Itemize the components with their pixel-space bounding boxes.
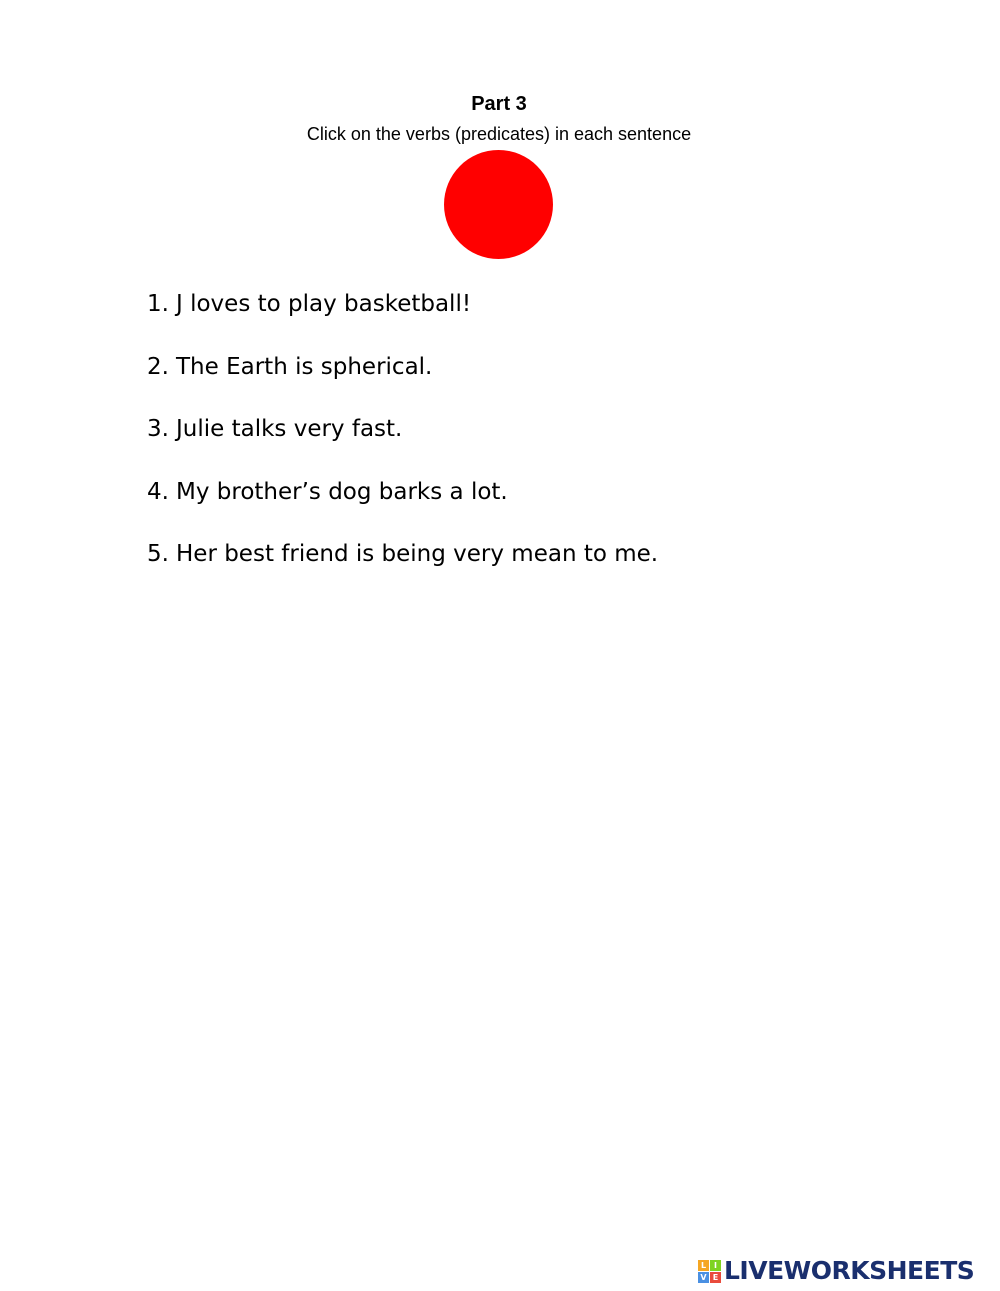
red-circle: [444, 150, 553, 259]
list-item: [147, 534, 658, 574]
sentence-text[interactable]: My brother’s dog barks a lot.: [176, 478, 508, 505]
list-item: [147, 347, 658, 387]
list-item: [147, 472, 658, 512]
logo-block: I: [710, 1260, 721, 1271]
logo-block: E: [710, 1272, 721, 1283]
sentence-text[interactable]: Her best friend is being very mean to me.: [176, 541, 659, 567]
sentence-number: 3.: [147, 416, 169, 442]
list-item: [147, 409, 658, 449]
logo-blocks-icon: [698, 1260, 721, 1283]
sentence-text[interactable]: The Earth is spherical.: [176, 353, 433, 380]
logo-block: V: [698, 1272, 709, 1283]
sentence-number: 2.: [147, 353, 169, 380]
sentence-number: 5.: [147, 541, 169, 567]
logo-block: L: [698, 1260, 709, 1271]
instructions-text: Click on the verbs (predicates) in each sentence: [306, 124, 692, 144]
liveworksheets-logo[interactable]: [698, 1255, 974, 1287]
logo-text: LIVEWORKSHEETS: [724, 1256, 975, 1285]
page-title: Part 3: [471, 93, 527, 115]
list-item: [147, 284, 658, 324]
sentence-number: 1.: [147, 291, 169, 317]
sentence-list: [147, 284, 658, 597]
sentence-text[interactable]: Julie talks very fast.: [176, 416, 403, 442]
sentence-text[interactable]: J loves to play basketball!: [176, 291, 472, 317]
sentence-number: 4.: [147, 478, 169, 505]
